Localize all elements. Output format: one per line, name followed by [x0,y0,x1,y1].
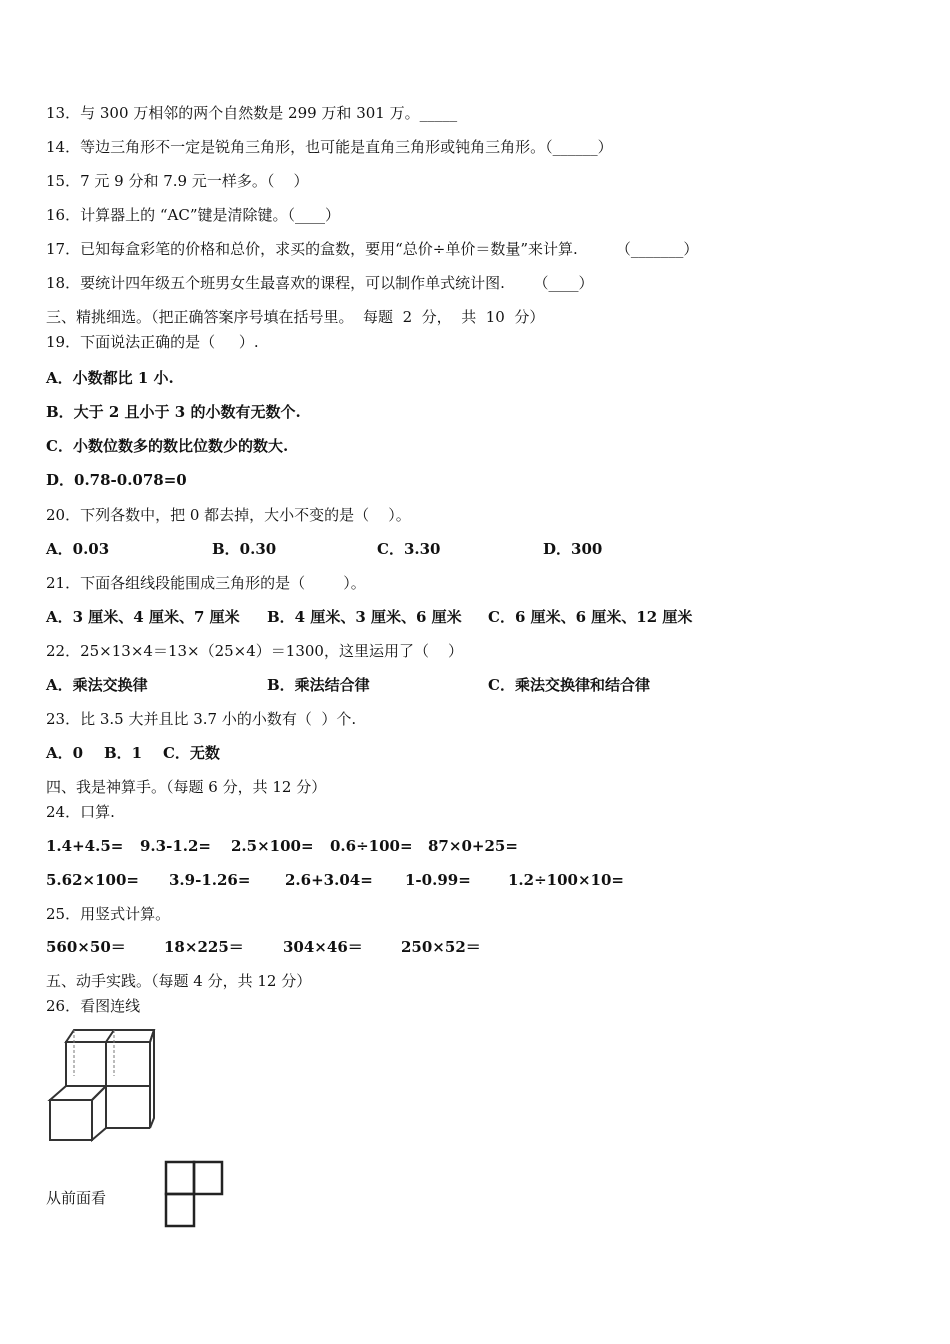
q24-item: 5.62×100= [46,871,139,889]
q23-options: A．0 B．1 C．无数 [46,744,220,762]
q22-option-c: C．乘法交换律和结合律 [488,676,650,694]
cube-stack-figure [44,1026,160,1144]
q24-item: 0.6÷100= [330,837,413,855]
q25-item: 304×46＝ [283,938,363,956]
q25-item: 250×52＝ [401,938,481,956]
question-23: 23．比 3.5 大并且比 3.7 小的小数有（ ）个. [46,710,357,728]
q21-option-b: B．4 厘米、3 厘米、6 厘米 [267,608,462,626]
question-17: 17．已知每盒彩笔的价格和总价，求买的盒数，要用“总价÷单价＝数量”来计算. （_______） [46,240,699,258]
q24-item: 87×0+25= [428,837,518,855]
q25-item: 560×50＝ [46,938,126,956]
question-24: 24．口算. [46,803,115,821]
question-13: 13．与 300 万相邻的两个自然数是 299 万和 301 万。_____ [46,104,458,122]
question-14: 14．等边三角形不一定是锐角三角形，也可能是直角三角形或钝角三角形。（______） [46,138,613,156]
q24-item: 9.3-1.2= [140,837,211,855]
q22-option-a: A．乘法交换律 [46,676,148,694]
q24-item: 1.4+4.5= [46,837,124,855]
q21-option-a: A．3 厘米、4 厘米、7 厘米 [46,608,240,626]
q24-item: 2.5×100= [231,837,314,855]
q20-option-c: C．3.30 [377,540,441,558]
section-5-heading: 五、动手实践。（每题 4 分，共 12 分） [46,972,312,990]
question-25: 25．用竖式计算。 [46,905,171,923]
section-4-heading: 四、我是神算手。（每题 6 分，共 12 分） [46,778,327,796]
q19-option-d: D．0.78-0.078=0 [46,471,187,489]
question-18: 18．要统计四年级五个班男女生最喜欢的课程，可以制作单式统计图. （____） [46,274,594,292]
section-3-heading: 三、精挑细选。（把正确答案序号填在括号里。 每题 2 分， 共 10 分） [46,308,545,326]
q24-item: 2.6+3.04= [285,871,373,889]
q21-option-c: C．6 厘米、6 厘米、12 厘米 [488,608,693,626]
question-16: 16．计算器上的 “AC”键是清除键。（____） [46,206,341,224]
q24-item: 1-0.99= [405,871,471,889]
q19-option-a: A．小数都比 1 小. [46,369,174,387]
q25-item: 18×225＝ [164,938,244,956]
q22-option-b: B．乘法结合律 [267,676,370,694]
question-26: 26．看图连线 [46,997,141,1015]
front-view-label: 从前面看 [46,1189,107,1207]
front-view-grid [160,1158,226,1230]
q24-item: 1.2÷100×10= [508,871,624,889]
question-21: 21．下面各组线段能围成三角形的是（ ）。 [46,574,366,592]
q19-option-b: B．大于 2 且小于 3 的小数有无数个. [46,403,301,421]
question-20: 20．下列各数中，把 0 都去掉，大小不变的是（ ）。 [46,506,411,524]
question-15: 15．7 元 9 分和 7.9 元一样多。（ ） [46,172,309,190]
q20-option-b: B．0.30 [212,540,277,558]
q20-option-d: D．300 [543,540,603,558]
question-22: 22．25×13×4＝13×（25×4）＝1300，这里运用了（ ） [46,642,464,660]
question-19: 19．下面说法正确的是（ ）. [46,333,259,351]
q19-option-c: C．小数位数多的数比位数少的数大. [46,437,289,455]
q20-option-a: A．0.03 [46,540,110,558]
q24-item: 3.9-1.26= [169,871,251,889]
